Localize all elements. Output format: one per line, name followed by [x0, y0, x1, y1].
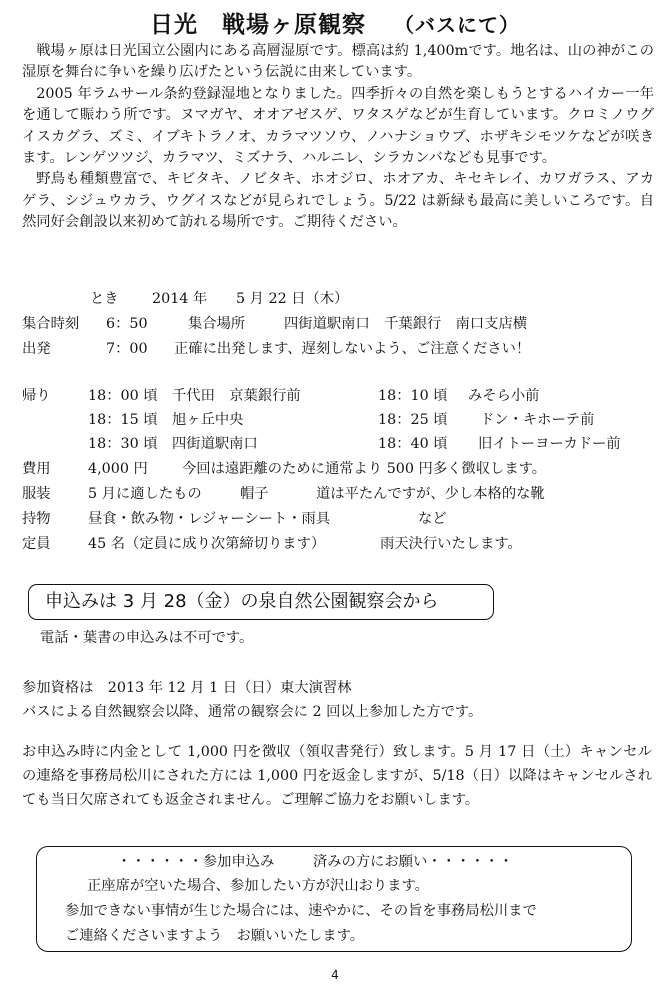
page-title	[0, 6, 670, 39]
deposit-paragraph: お申込み時に内金として 1,000 円を徴収（領収書発行）致します。5 月 17 日（土）キャンセルの連絡を事務局松川にされた方には 1,000 円を返金しますが、5/18（日）以降はキャンセルされても当日欠席されても返金されません。ご理解ご協力をお願いします。	[22, 744, 652, 808]
eligibility-line-2: バスによる自然観察会以降、通常の観察会に 2 回以上参加した方です。	[22, 704, 483, 720]
depart-note: 正確に出発します、遅刻しないよう、ご注意ください！	[174, 341, 531, 357]
return-place: ドン・キホーテ前	[480, 412, 595, 428]
dress-label: 服装	[22, 486, 51, 502]
capacity-value: 45 名（定員に成り次第締切ります）	[88, 536, 326, 552]
return-time: 18：25 頃	[378, 412, 448, 428]
capacity-label: 定員	[22, 536, 51, 552]
fee-note: 今回は遠距離のために通常より 500 円多く徴収します。	[182, 461, 547, 477]
items-value: 昼食・飲み物・レジャーシート・雨具	[88, 511, 331, 527]
return-time: 18：40 頃	[378, 436, 448, 452]
notice-line-3: ご連絡くださいますよう お願いいたします。	[65, 928, 365, 944]
return-place: 旭ヶ丘中央	[172, 412, 244, 428]
depart-label: 出発	[22, 341, 51, 357]
deposit-text	[22, 740, 652, 812]
items-label: 持物	[22, 511, 51, 527]
return-time: 18：10 頃	[378, 388, 448, 404]
return-place: 四街道駅南口	[172, 436, 258, 452]
return-time: 18：00 頃	[88, 388, 158, 404]
notice-heading-left: ・・・・・・参加申込み	[117, 854, 275, 870]
return-time: 18：15 頃	[88, 412, 158, 428]
notice-box	[36, 846, 632, 952]
title-sub: （バスにて）	[394, 13, 520, 37]
date-year: 2014 年	[152, 291, 208, 307]
date-day: 5 月 22 日（木）	[236, 291, 349, 307]
meet-place-label: 集合場所	[188, 316, 246, 332]
eligibility-text	[22, 676, 652, 724]
meet-time: 6：50	[106, 316, 148, 332]
dress-note: 道は平たんですが、少し本格的な靴	[316, 486, 545, 502]
return-label: 帰り	[22, 388, 51, 404]
return-place: みそら小前	[468, 388, 540, 404]
fee-value: 4,000 円	[88, 461, 148, 477]
page-number: 4	[331, 968, 339, 982]
meet-label: 集合時刻	[22, 316, 80, 332]
return-place: 千代田 京葉銀行前	[172, 388, 301, 404]
title-main: 日光 戦場ヶ原観察	[150, 12, 366, 38]
dress-hat: 帽子	[240, 486, 269, 502]
application-banner: 申込みは 3 月 28（金）の泉自然公園観察会から	[28, 584, 494, 620]
dress-value: 5 月に適したもの	[88, 486, 202, 502]
meet-place: 四街道駅南口 千葉銀行 南口支店横	[284, 316, 528, 332]
capacity-note: 雨天決行いたします。	[380, 536, 522, 552]
notice-heading-right: 済みの方にお願い・・・・・・	[313, 854, 514, 870]
notice-line-2: 参加できない事情が生じた場合には、速やかに、その旨を事務局松川まで	[65, 903, 537, 919]
items-etc: など	[418, 511, 447, 527]
intro-text	[22, 41, 654, 234]
fee-label: 費用	[22, 461, 51, 477]
eligibility-line-1: 参加資格は 2013 年 12 月 1 日（日）東大演習林	[22, 680, 352, 696]
intro-paragraph-3: 野鳥も種類豊富で、キビタキ、ノビタキ、ホオジロ、ホオアカ、キセキレイ、カワガラス、アカゲラ、シジュウカラ、ウグイスなどが見られでしょう。5/22 は新緑も最高に美しいころです。自然同好会創設以来初めて訪れる場所です。ご期待ください。	[22, 171, 654, 231]
return-place: 旧イトーヨーカドー前	[478, 436, 621, 452]
intro-paragraph-1: 戦場ヶ原は日光国立公園内にある高層湿原です。標高は約 1,400mです。地名は、山の神がこの湿原を舞台に争いを繰り広げたという伝説に由来しています。	[22, 43, 654, 81]
intro-paragraph-2: 2005 年ラムサール条約登録湿地となりました。四季折々の自然を楽しもうとするハイカー一年を通して賑わう所です。ヌマガヤ、オオアゼスゲ、ワタスゲなどが生育しています。クロミノウグイスカグラ、ズミ、イブキトラノオ、カラマツソウ、ノハナショウブ、ホザキシモツケなどが咲きます。レンゲツツジ、カラマツ、ミズナラ、ハルニレ、シラカンバなども見事です。	[22, 85, 654, 167]
return-time: 18：30 頃	[88, 436, 158, 452]
banner-note: 電話・葉書の申込みは不可です。	[40, 630, 254, 646]
date-label: とき	[90, 291, 119, 307]
notice-line-1: 正座席が空いた場合、参加したい方が沢山おります。	[87, 878, 429, 894]
depart-time: 7：00	[106, 341, 148, 357]
